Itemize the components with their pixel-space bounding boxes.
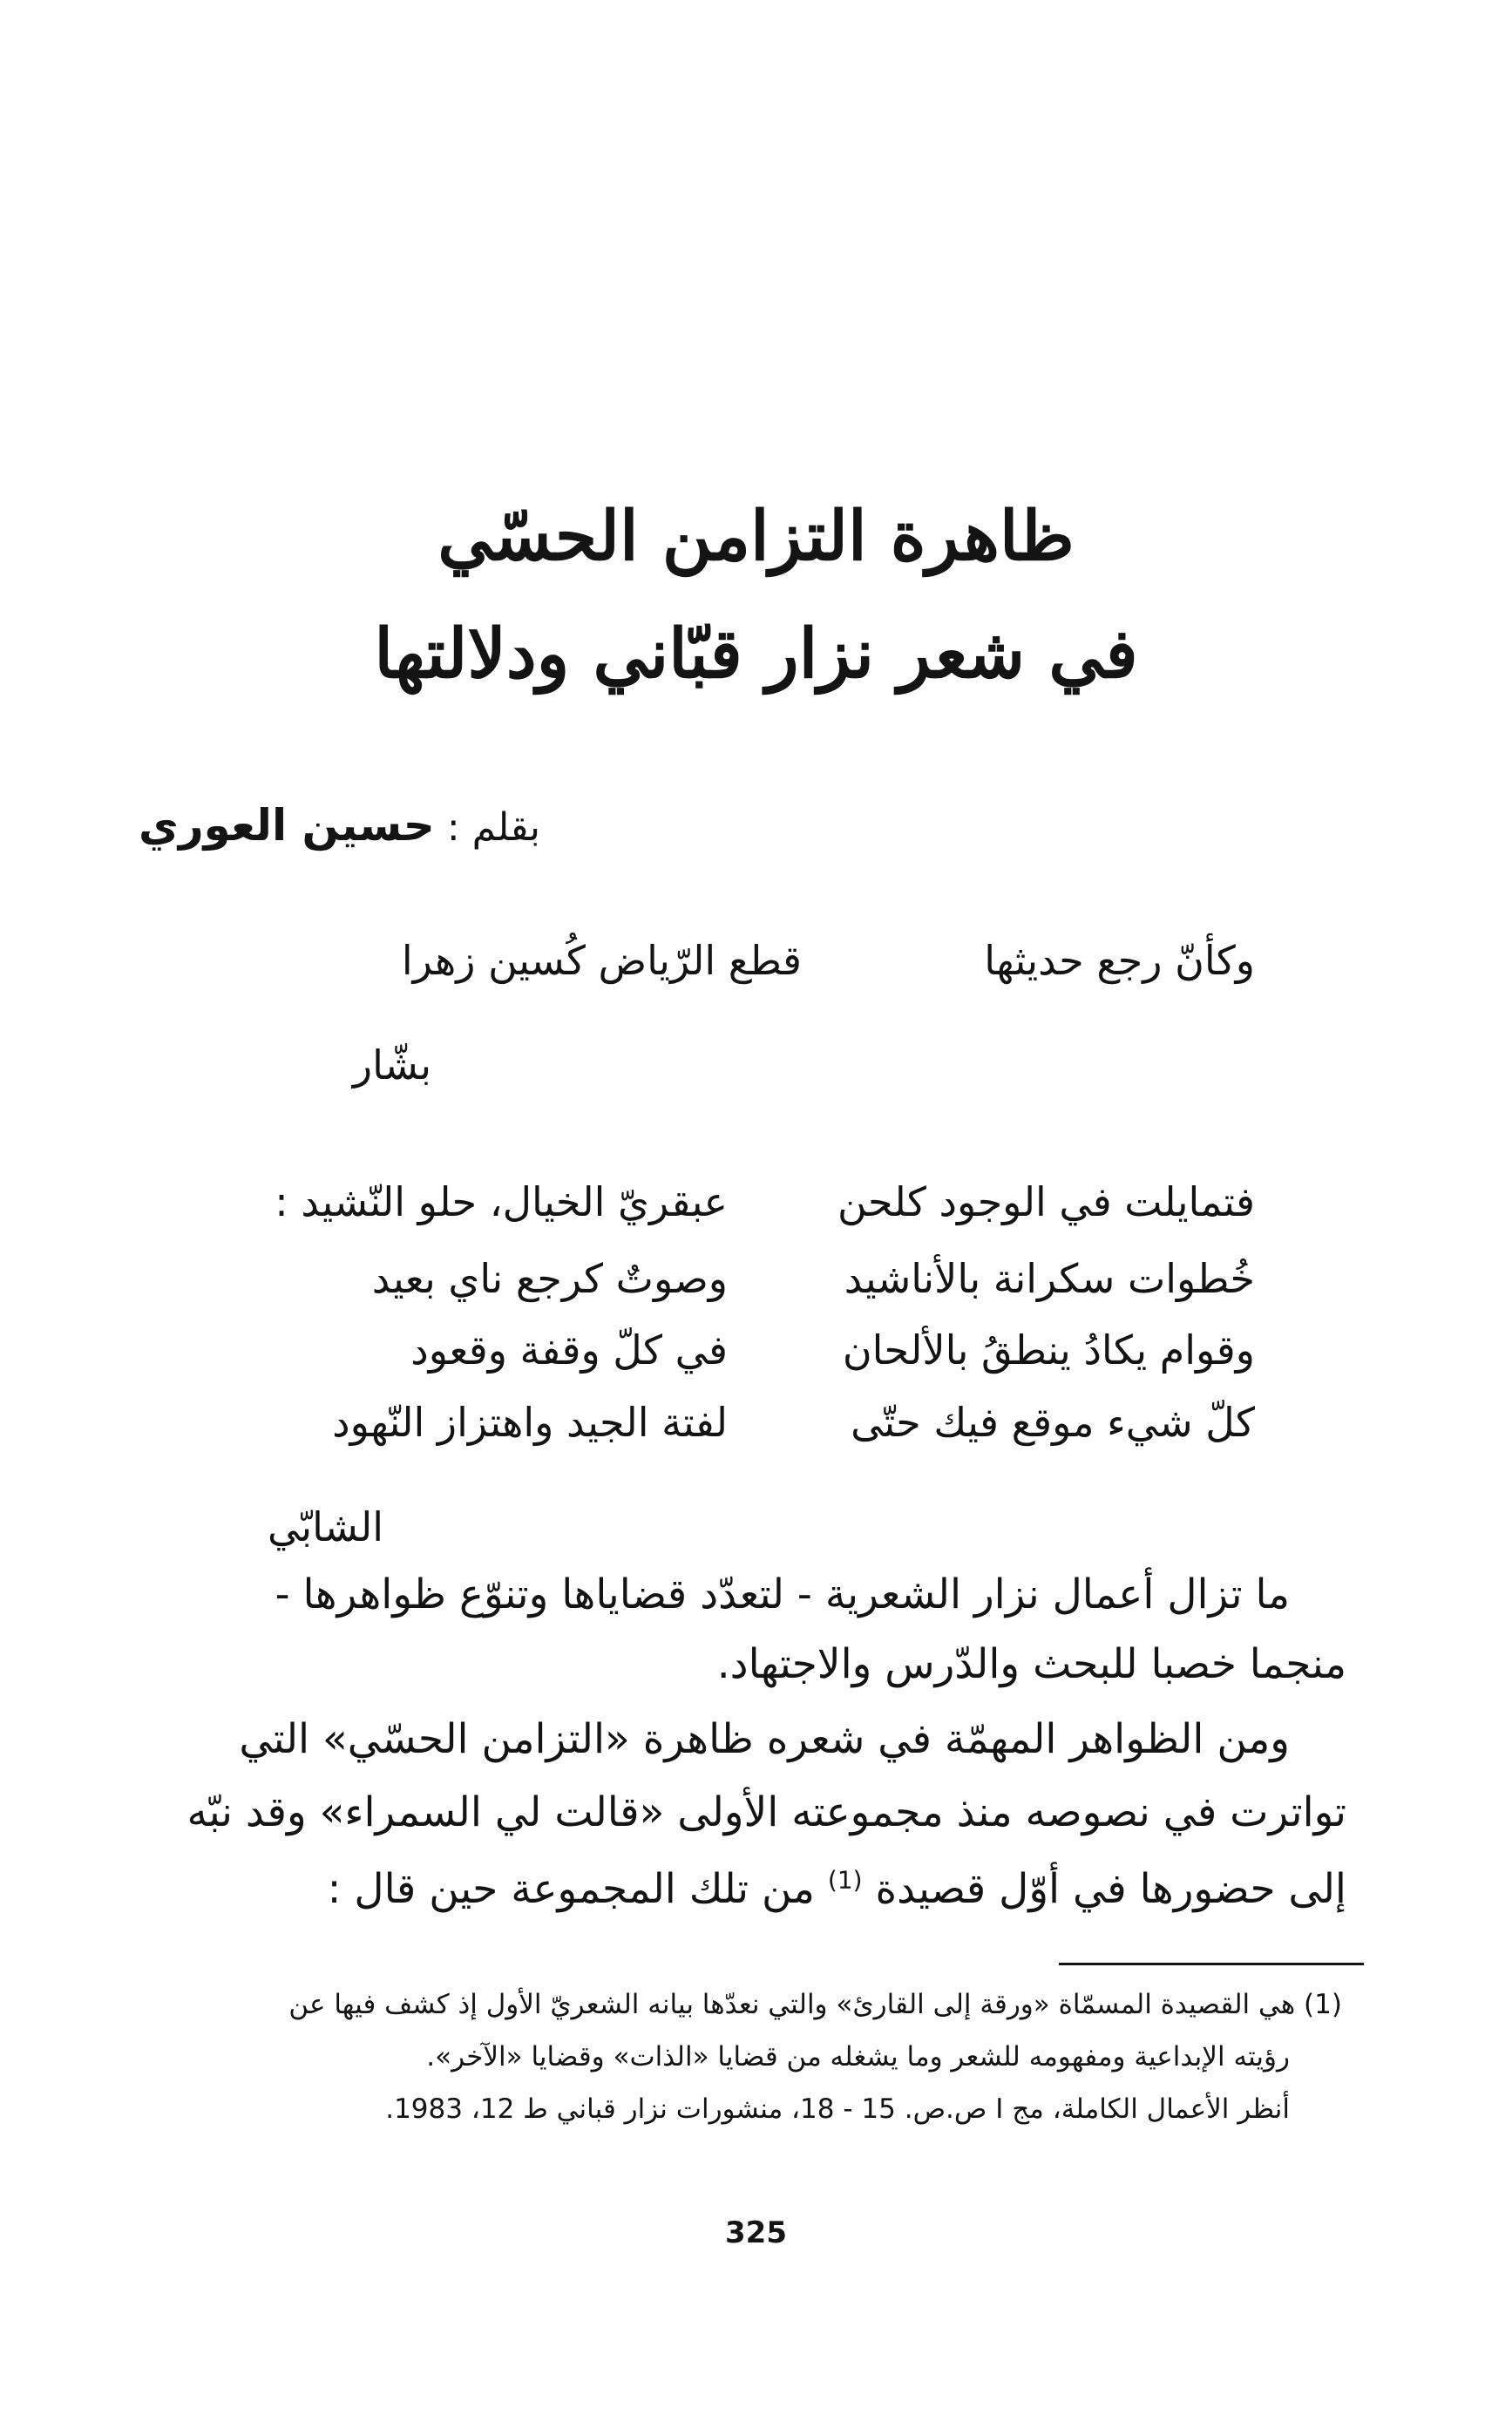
footnote-line: رؤيته الإبداعية ومفهومه للشعر وما يشغله من قضايا «الذات» وقضايا «الآخر».	[426, 2041, 1290, 2073]
author-name: حسين العوري	[139, 800, 435, 851]
epigraph-poet: بشّار	[352, 1041, 431, 1089]
page-number: 325	[725, 2215, 787, 2250]
epigraph-hemistich-right: وكأنّ رجع حديثها	[984, 937, 1255, 984]
verse-right: كلّ شيء موقع فيك حتّى	[851, 1399, 1255, 1446]
verse-left: عبقريّ الخيال، حلو النّشيد :	[275, 1178, 728, 1225]
body-line: منجما خصبا للبحث والدّرس والاجتهاد.	[716, 1640, 1346, 1688]
verse-left: لفتة الجيد واهتزاز النّهود	[332, 1399, 728, 1446]
article-title-line-2: في شعر نزار قبّاني ودلالتها	[374, 614, 1138, 694]
epigraph-hemistich-left: قطع الرّياض كُسين زهرا	[401, 937, 802, 984]
verse-right: فتمايلت في الوجود كلحن	[837, 1178, 1255, 1225]
verse-right: وقوام يكادُ ينطقُ بالألحان	[842, 1326, 1255, 1374]
footnote-marker: (1)	[827, 1865, 863, 1895]
body-line: تواترت في نصوصه منذ مجموعته الأولى «قالت لي السمراء» وقد نبّه	[186, 1788, 1346, 1836]
byline	[139, 800, 540, 851]
verse-left: وصوتٌ كرجع ناي بعيد	[371, 1255, 728, 1302]
footnote-divider	[1059, 1963, 1364, 1965]
footnote-line: (1) هي القصيدة المسمّاة «ورقة إلى القارئ» والتي نعدّها بيانه الشعريّ الأول إذ كشف فيها عن	[288, 1989, 1342, 2020]
poem-poet: الشابّي	[268, 1503, 383, 1550]
byline-label: بقلم :	[446, 805, 540, 850]
article-title-line-1: ظاهرة التزامن الحسّي	[437, 497, 1075, 576]
body-line: ومن الظواهر المهمّة في شعره ظاهرة «التزامن الحسّي» التي	[239, 1715, 1290, 1763]
body-line: ما تزال أعمال نزار الشعرية - لتعدّد قضاياها وتنوّع ظواهرها -	[275, 1571, 1290, 1618]
verse-right: خُطوات سكرانة بالأناشيد	[844, 1255, 1255, 1302]
verse-left: في كلّ وقفة وقعود	[410, 1326, 728, 1374]
body-line: إلى حضورها في أوّل قصيدة $^{(1)}$ من تلك المجموعة حين قال :	[327, 1865, 1346, 1913]
footnote-line: أنظر الأعمال الكاملة، مج I ص.ص. 15 - 18، منشورات نزار قباني ط 12، 1983.	[385, 2093, 1290, 2125]
